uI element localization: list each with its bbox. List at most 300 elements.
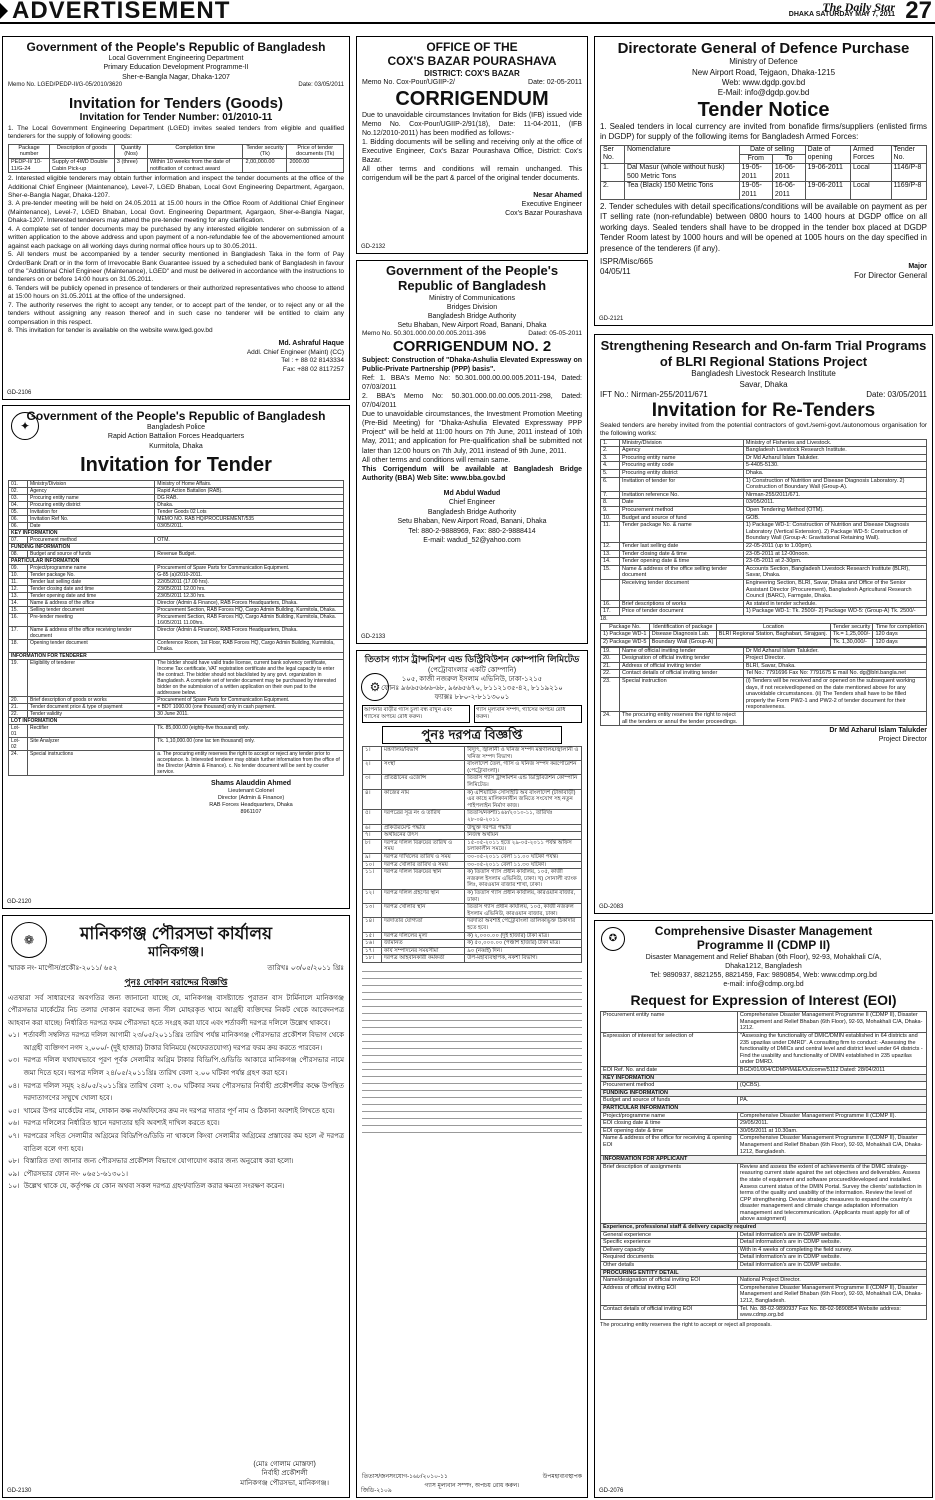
table-row	[363, 904, 582, 918]
table-cell: 6.	[601, 477, 620, 491]
table-cell: 24.	[9, 750, 28, 775]
table-cell: ১৮।	[363, 955, 382, 963]
table-cell: ১১।	[363, 869, 382, 890]
table-cell: 19.	[9, 659, 28, 696]
publication-date: DHAKA SATURDAY MAY 7, 2011	[788, 11, 895, 18]
lged-p3: 3. A pre-tender meeting will be held on 24.05.2011 at 15.00 hours in the Office Room of Additional Chief Engineer (Maintenance), Level-7, LGED Bhaban, Local Govt. Engineering Department, Agargaon, Sher-e-Bangla Nagar, Dhaka-1207. Interested tenderers may attend the pre-tender meeting for any clarification.	[8, 200, 344, 225]
table-cell: 11.	[601, 522, 620, 543]
table-row	[363, 947, 582, 955]
table-cell: 4.	[601, 462, 620, 470]
table-cell: Project/programme name	[601, 1112, 738, 1120]
table-cell: Tk. 85,000.00 (eighty-five thousand) only.	[155, 724, 344, 737]
table-cell: Tender closing date and time	[28, 585, 155, 592]
list-item	[8, 1169, 344, 1182]
table-cell: দরপত্র দলিল বিক্রয়ের তারিখ ও সময়	[382, 839, 465, 853]
table-cell: Ministry of Fisheries and Livestock.	[743, 439, 926, 447]
table-cell: 23.	[601, 677, 620, 711]
section-title: ADVERTISEMENT	[12, 0, 231, 24]
table-cell: MEMO NO. RAB HQ/PROCUREMENT/535	[155, 515, 344, 522]
manik-p0: এতদ্বারা সর্ব সাধারণের অবগতির জন্য জানানো যাচ্ছে যে, মানিকগঞ্জ বাসষ্ট্যান্ডে পুরাতন বাস টার্মিনালে মানিকগঞ্জ পৌরসভার মার্কেটের নিচ তলার দোকান বরাদ্দের জন্য সীল মোহরকৃত খামে আগ্রহী ব্যক্তিদের নিকট থেকে আবেদনপত্র আহবান করা যাচ্ছে। নির্ধারিত দরপত্র ফরম পৌরসভা হতে সংগ্রহ করা যাবে এবং শর্তাবলী দরপত্র দলিলে উল্লেখ থাকবে।	[8, 994, 344, 1027]
table-cell: Package number	[9, 144, 50, 158]
table-cell: Agency	[28, 487, 155, 494]
table-cell: Tender security (Tk)	[243, 144, 287, 158]
manik-title: মানিকগঞ্জ পৌরসভা কার্যালয়	[79, 924, 273, 943]
rab-table	[8, 480, 344, 776]
table-cell: BLRI Regional Station, Baghabari, Sirajganj.	[716, 631, 830, 639]
table-cell: তিতাস গ্যাস প্রধান কার্যালয়, ১০৫, কাজী নজরুল ইসলাম এভিনিউ, কারওয়ান বাজার, ঢাকা।	[465, 904, 582, 918]
table-row	[601, 1224, 927, 1232]
list-item	[8, 1081, 344, 1106]
titas-logo-icon: ⚙	[361, 673, 389, 701]
rab-addr: Kurmitola, Dhaka	[149, 442, 203, 450]
titas-slogan: গ্যাস মূল্যবান সম্পদ, অপচয় রোধ করুন।	[424, 1482, 520, 1489]
table-cell: Ministry/Division	[620, 439, 744, 447]
table-cell: General experience	[601, 1231, 738, 1239]
table-row	[9, 585, 344, 592]
table-cell: Lot-01	[9, 724, 28, 737]
bba-p1: Due to unavoidable circumstances, the Investment Promotion Meeting (Pre-Bid Meeting) for "Dhaka-Ashulia Elevated Expressway PPP Project" will be held at 11:00 hours on 7th June, 2011 instead of 10th May, 2011; and application for Pre-qualification shall be submitted not later than 12:00 hours on 7th July, 2011 instead of 9th June, 2011.	[362, 411, 582, 455]
bba-auth: Bangladesh Bridge Authority	[427, 313, 517, 321]
table-row	[601, 711, 927, 725]
table-cell: দরপত্রের সূত্র নং ও তারিখ	[382, 810, 465, 824]
table-cell: 2.	[601, 182, 625, 200]
list-item	[8, 1181, 344, 1194]
table-cell: 9.	[601, 507, 620, 515]
lged-addr: Sher-e-Bangla Nagar, Dhaka-1207	[122, 73, 230, 81]
table-row	[601, 1156, 927, 1164]
table-cell: ৯।	[363, 853, 382, 861]
list-item	[8, 1156, 344, 1169]
lged-p7: 7. The authority reserves the right to accept any tender, or to accept part of the tender, or to reject any or all the tenders without assigning any reason thereof and in such case no tenderer will be entitled to claim any compensation in this respect.	[8, 301, 344, 326]
table-cell: 14.	[601, 558, 620, 566]
table-cell: 5-4405-5130.	[743, 462, 926, 470]
table-cell: 19.	[601, 647, 620, 655]
table-row	[601, 1277, 927, 1285]
table-cell: Director (Admin & Finance), RAB Forces Headquarters, Dhaka.	[155, 599, 344, 606]
table-cell: Dhaka.	[155, 501, 344, 508]
titas-notes	[362, 705, 582, 723]
lged-signature: Md. Ashraful Haque Addl. Chief Engineer (Maint) (CC) Tel : + 88 02 8143334 Fax: +88 02 8117257	[246, 340, 344, 373]
lged-memo-row	[8, 82, 344, 90]
coxs-code: GD-2132	[361, 243, 386, 250]
table-row	[601, 1269, 927, 1277]
table-row	[9, 501, 344, 508]
table-row	[601, 477, 927, 491]
dgdp-title: Directorate General of Defence Purchase	[617, 40, 910, 57]
table-cell: Invitation reference No.	[620, 491, 744, 499]
table-cell: ১৫-০৫-২০১১ হতে ২৯-০৫-২০১১ পর্যন্ত অফিস চলাকালীন সময়ে।	[465, 839, 582, 853]
table-row	[601, 1033, 927, 1067]
lged-table	[8, 144, 344, 173]
lged-p6: 6. Tenders will be publicly opened in presence of tenderers or their authorized representatives who choose to attend at 15:00 hours on 31.05.2011 at the office of the undersigned.	[8, 284, 345, 301]
cdmp-email: e-mail: info@cdmp.org.bd	[723, 981, 804, 989]
table-cell: Site Analyzer	[28, 737, 155, 750]
cdmp-footer: The procuring entity reserves the right to accept or reject all proposals.	[600, 1321, 772, 1328]
table-row	[601, 1284, 927, 1305]
table-cell: 08.	[9, 550, 28, 557]
table-row	[601, 1012, 927, 1033]
table-cell: Invitation for	[28, 508, 155, 515]
table-cell: Tk. 1,30,000/-	[830, 639, 873, 647]
table-row	[601, 1239, 927, 1247]
table-cell: 01.	[9, 480, 28, 487]
table-cell: 2,00,000.00	[243, 158, 287, 172]
table-row	[601, 164, 927, 182]
bba-subject: Subject: Construction of "Dhaka-Ashulia Elevated Expressway on Public-Private Partnership (PPP) basis".	[362, 356, 582, 373]
table-cell: As stated in tender schedule.	[743, 600, 926, 608]
dgdp-ministry: Ministry of Defence	[729, 57, 798, 67]
table-cell: 1146/P-8	[891, 164, 926, 182]
list-item-text: উল্লেখ থাকে যে, কর্তৃপক্ষ যে কোন অথবা সকল দরপত্র গ্রহণ/বাতিল করার ক্ষমতা সংরক্ষণ করেন।	[23, 1183, 285, 1191]
table-cell: Invitation Ref No.	[28, 515, 155, 522]
table-cell: INFORMATION FOR APPLICANT	[601, 1156, 927, 1164]
ad-cdmp	[594, 920, 933, 1498]
table-cell: ৩।	[363, 775, 382, 789]
table-cell: KEY INFORMATION	[9, 529, 344, 536]
table-cell: 17.	[601, 608, 620, 616]
table-cell: Completion time	[147, 144, 243, 158]
table-cell: 16-06-2011	[772, 182, 805, 200]
coxs-title: CORRIGENDUM	[395, 87, 549, 110]
table-cell: ৯০ (নব্বই) দিন।	[465, 947, 582, 955]
header-marker-icon	[0, 3, 8, 19]
list-item-number: ১০।	[8, 1183, 20, 1191]
rab-signature: Shams Alauddin Ahmed Lieutenant Colonel Director (Admin & Finance) RAB Forces Headquarters, Dhaka 8961107	[209, 779, 293, 816]
cdmp-title: Comprehensive Disaster Management Programme II (CDMP II)	[654, 924, 873, 953]
list-item-number: ০৮।	[8, 1158, 20, 1166]
table-cell: তিতাস গ্যাস ট্রান্সমিশন এন্ড ডিস্ট্রিবিউশন কোম্পানি লিমিটেড।	[465, 775, 582, 789]
list-item-text: দরপত্র দলিলের নির্ধারিত স্থানে দরদাতার ছবি অবশ্যই দাখিল করতে হবে।	[23, 1120, 220, 1128]
rab-gov: Government of the People's Republic of Bangladesh	[26, 409, 326, 423]
table-row	[601, 655, 927, 663]
table-cell: নিজস্ব অর্থায়ন	[465, 832, 582, 840]
table-cell: Within 10 weeks from the date of notification of contract award	[147, 158, 243, 172]
table-cell: KEY INFORMATION	[601, 1074, 927, 1082]
table-row	[363, 775, 582, 789]
coxs-name: COX'S BAZAR POURASHAVA	[387, 54, 557, 69]
cdmp-tel: Tel: 9890937, 8821255, 8821459, Fax: 9890854, Web: www.cdmp.org.bd	[650, 971, 877, 979]
table-cell: 06.	[9, 522, 28, 529]
table-row	[601, 558, 927, 566]
table-header-row	[601, 623, 927, 631]
list-item	[8, 1030, 344, 1055]
table-cell: Boundary Wall (Group-A)	[649, 639, 716, 647]
table-cell: Designation of official inviting tender	[620, 655, 744, 663]
table-row	[601, 499, 927, 507]
table-cell: Open Tendering Method (OTM).	[743, 507, 926, 515]
table-row	[9, 717, 344, 724]
table-row	[363, 889, 582, 903]
table-cell: ১।	[363, 747, 382, 761]
table-row	[9, 522, 344, 529]
manik-items	[8, 1030, 344, 1194]
coxs-district: DISTRICT: COX'S BAZAR	[424, 68, 520, 78]
table-cell: 10.	[601, 514, 620, 522]
table-cell: 13.	[601, 550, 620, 558]
table-cell: 120 days	[873, 631, 927, 639]
table-cell: 09.	[9, 564, 28, 571]
table-cell: Tender validity	[28, 710, 155, 717]
table-cell: Contact details of official inviting tender	[620, 670, 744, 678]
table-cell: 19-05-2011	[739, 182, 772, 200]
dgdp-addr: New Airport Road, Tejgaon, Dhaka-1215	[691, 67, 836, 77]
table-row	[601, 462, 927, 470]
coxs-signature: Nesar Ahamed Executive Engineer Cox's Bazar Pourashava	[505, 192, 582, 218]
table-row	[9, 480, 344, 487]
table-cell: Name & address of the office	[28, 599, 155, 606]
table-cell: 19-06-2011	[805, 164, 850, 182]
blri-code: GD-2083	[599, 903, 624, 910]
table-cell: 19-06-2011	[805, 182, 850, 200]
manik-signature: (মোঃ গোলাম মোস্তফা) নির্বাহী প্রকৌশলী মানিকগঞ্জ পৌরসভা, মানিকগঞ্জ।	[240, 1460, 329, 1488]
manik-memo-row: স্মারক নং- মাপৌস/প্রকৌঃ-২০১১/ ৬৫২ তারিখঃ ০৩/০৫/২০১১ খ্রিঃ	[8, 964, 344, 972]
table-cell: বিদ্যুৎ, জ্বালানী ও খনিজ সম্পদ মন্ত্রণালয়/জ্বালানী ও খনিজ সম্পদ বিভাগ।	[465, 747, 582, 761]
table-row	[601, 507, 927, 515]
table-cell: Director (Admin & Finance), RAB Forces Headquarters, Dhaka.	[155, 626, 344, 639]
table-cell: 18.	[9, 639, 28, 652]
table-cell: The bidder should have valid trade license, current bank solvency certificate, Income Tax certificate, VAT registration certificate and the legal capacity to enter the contract. The bidder should not blacklisted by any govt. organization in Bangladesh. A complete set of tender document may be purchased by interested bidder on the submission of a written application on their own pad to the addressee below.	[155, 659, 344, 696]
table-row	[601, 639, 927, 647]
blri-p1: Sealed tenders are hereby invited from the potential contractors of govt./semi-govt./autonomous organisation for the following works:	[600, 421, 927, 438]
list-item-text: দরপত্রের সহিত সেলামীর অগ্রিমের বিডি/পিও/ডিডি না থাকলে কিংবা সেলামীর অগ্রিমের প্রস্তাবের কম হলে ঐ দরপত্র বাতিল বলে গণ্য হবে।	[23, 1133, 344, 1153]
table-cell: PARTICULAR INFORMATION	[9, 557, 344, 564]
list-item-text: খামের উপর মার্কেটের নাম, দোকান কক্ষ নং/অফিসের ক্রম নং দরপত্র দাতার পূর্ণ নাম ও ঠিকানা অবশ্যই লিখতে হবে।	[23, 1107, 335, 1115]
table-cell: Dr Md Azharul Islam Talukder.	[743, 454, 926, 462]
ad-bba	[356, 260, 588, 644]
table-cell: Project Director.	[743, 655, 926, 663]
table-row	[363, 918, 582, 932]
table-row	[601, 579, 927, 600]
table-cell: কার্য সম্পাদনের সময়সীমা	[382, 947, 465, 955]
table-cell: 12.	[601, 543, 620, 551]
table-cell: ৩০-০৫-২০১১ বেলা ১১.৩০ ঘটিকা।	[465, 861, 582, 869]
table-cell: Dr Md Azharul Islam Talukder.	[743, 647, 926, 655]
table-cell: ৪।	[363, 789, 382, 810]
titas-note-1: আপনার বাড়ীর গ্যাস চুলা বন্ধ রাখুন এবং গ্যাসের অপচয় রোধ করুন।	[362, 705, 470, 723]
table-cell: Tender last selling date	[620, 543, 744, 551]
table-cell: (i) Tenders will be received and or opened on the subsequent working days, if not received/opened on the date mentioned above for any unavoidable circumstances. (ii) The Tenders shall have to be filled properly the Form PW2-1 and PW2-2 of tender document for their responsiveness.	[743, 677, 926, 711]
dgdp-web: Web: www.dgdp.gov.bd	[721, 78, 806, 88]
table-cell: 23-05-2011 at 2-30pm.	[743, 558, 926, 566]
table-cell: Budget and source of fund	[620, 514, 744, 522]
table-cell: Local	[850, 182, 891, 200]
table-row	[9, 529, 344, 536]
list-item-number: ০১।	[8, 1032, 20, 1040]
cdmp-addr1: Disaster Management and Relief Bhaban (6th Floor), 92-93, Mohakhali C/A,	[645, 953, 882, 961]
table-cell: ক) ৫০,০০০.০০ (পঞ্চাশ হাজার) টাকা মাত্র।	[465, 940, 582, 948]
table-cell: 03/05/2011.	[155, 522, 344, 529]
table-cell: মন্ত্রণালয়/বিভাগ	[382, 747, 465, 761]
manik-code: GD-2130	[7, 1487, 32, 1494]
table-cell: দরপত্র দলিল গ্রহণের স্থান	[382, 889, 465, 903]
table-row	[601, 550, 927, 558]
table-cell: 22-05-2011 (up to 1.00pm).	[743, 543, 926, 551]
table-cell: Brief description of goods or works	[28, 696, 155, 703]
table-row	[9, 578, 344, 585]
table-row	[9, 750, 344, 775]
titas-text-filler	[362, 967, 582, 1133]
lged-p5: 5. All tenders must be accompanied by a tender security mentioned in Bangladesh Taka in the form of Pay Order/Bank Draft or in the form of Irrevocable Bank Guarantee issued by a scheduled bank of Bangladesh in favour of the "Additional Chief Engineer (Maintenance), LGED" and must be delivered in accordance with the instructions to tenderers on or before 14:00 hours on 31.05.2011.	[8, 251, 345, 284]
titas-table	[362, 746, 582, 963]
table-cell: 23/05/2011 12.30 hrs.	[155, 592, 344, 599]
table-cell: Special instruction	[620, 677, 744, 711]
table-cell: 22.	[9, 710, 28, 717]
table-row	[9, 487, 344, 494]
table-row	[601, 514, 927, 522]
cdmp-emblem-icon: ✪	[601, 927, 625, 951]
table-cell: ২।	[363, 761, 382, 775]
table-cell: Supply of 4WD Double Cabin Pick-up	[50, 158, 115, 172]
table-cell: ১০।	[363, 861, 382, 869]
table-cell: 14.	[9, 599, 28, 606]
table-row	[9, 592, 344, 599]
table-row	[601, 670, 927, 678]
table-cell: 02.	[9, 487, 28, 494]
table-row	[601, 1305, 927, 1319]
table-row	[9, 494, 344, 501]
table-row	[9, 737, 344, 750]
table-cell: Procurement method	[620, 507, 744, 515]
list-item-number: ০৯।	[8, 1170, 20, 1178]
dgdp-email: E-Mail: info@dgdp.gov.bd	[717, 88, 810, 98]
table-row	[9, 599, 344, 606]
table-cell: 20.	[601, 655, 620, 663]
table-cell: Description of goods	[50, 144, 115, 158]
list-item-number: ০৭।	[8, 1133, 20, 1141]
page-number: 27	[905, 0, 932, 24]
lged-title: Invitation for Tenders (Goods)	[69, 95, 283, 113]
table-cell: সংস্থা	[382, 761, 465, 775]
table-row	[601, 1082, 927, 1090]
blri-addr: Savar, Dhaka	[739, 379, 788, 389]
table-row	[601, 1074, 927, 1082]
table-cell: Tender security	[830, 623, 873, 631]
table-cell: 04.	[9, 501, 28, 508]
list-item	[8, 1118, 344, 1131]
table-cell: Procurement entity name	[601, 1012, 738, 1033]
table-row	[363, 861, 582, 869]
rab-code: GD-2120	[7, 898, 32, 905]
cdmp-table	[600, 1011, 927, 1320]
table-cell: দরপত্র দলিলের মূল্য	[382, 932, 465, 940]
table-cell: Procurement of Spare Parts for Communication Equipment.	[155, 564, 344, 571]
table-cell: প্রতিষ্ঠানের এজেন্সি	[382, 775, 465, 789]
table-row	[9, 536, 344, 543]
table-row	[601, 543, 927, 551]
table-row	[363, 789, 582, 810]
table-cell: Date	[620, 499, 744, 507]
table-cell: 10.	[9, 571, 28, 578]
list-item-text: দরপত্র দলিল সমূহ ২৪/০৫/২০১১খ্রিঃ তারিখ বেলা ২.৩০ ঘটিকার সময় পৌরসভার নির্বাহী প্রকৌশলীর কক্ষে উপস্থিত দরদাতাগণের সম্মুখে খোলা হবে।	[23, 1082, 344, 1103]
table-cell	[743, 711, 926, 725]
table-cell: উপ-মহাব্যবস্থাপক, নকশা বিভাগ।	[465, 955, 582, 963]
table-cell: Special instructions	[28, 750, 155, 775]
table-cell: PROCURING ENTITY DETAIL	[601, 1269, 927, 1277]
table-row	[9, 652, 344, 659]
rab-police: Bangladesh Police	[147, 424, 205, 432]
table-cell: 13.	[9, 592, 28, 599]
table-row	[9, 557, 344, 564]
cdmp-heading: Request for Expression of Interest (EOI)	[630, 992, 897, 1009]
table-cell: ক) তিতাস গ্যাস প্রধান কার্যালয়, ১০৫, কাজী নজরুল ইসলাম এভিনিউ, ঢাকা। খ) সোনালী ব্যাংক লিঃ, কারওয়ান বাজার শাখা, ঢাকা।	[465, 869, 582, 890]
table-cell: 21.	[9, 703, 28, 710]
table-cell: Budget and source of funds	[601, 1097, 738, 1105]
table-row	[601, 600, 927, 608]
table-cell: Specific experience	[601, 1239, 738, 1247]
table-cell: Experience, professional staff & delivery capacity required	[601, 1224, 927, 1232]
table-row	[9, 571, 344, 578]
publication-name: The Daily Star	[822, 0, 895, 14]
table-row	[601, 470, 927, 478]
table-cell: 1) Package WD-1	[601, 631, 650, 639]
table-cell: Receiving tender document	[620, 579, 744, 600]
table-cell: Brief descriptions of works	[620, 600, 744, 608]
table-cell: Opening tender document	[28, 639, 155, 652]
dgdp-notice: Tender Notice	[697, 98, 830, 121]
lged-p4: 4. A complete set of tender documents may be purchased by any interested eligible tenderer on submission of a written application to the above address and upon payment of a non-refundable fee of the abovementioned amount against each package on all working days during normal office hours up to 30.05.2011.	[8, 225, 344, 250]
table-row	[363, 853, 582, 861]
table-cell: Detail information's are in CDMP website.	[737, 1262, 926, 1270]
table-cell: FUNDING INFORMATION	[601, 1089, 927, 1097]
table-cell: Ministry of Home Affairs.	[155, 480, 344, 487]
table-cell: Price of tender document	[620, 608, 744, 616]
titas-footer: তিতাস/জনসংযোগ-১৬৮/২০১০-১১ উপমহাব্যবস্থাপক	[362, 1473, 582, 1480]
table-cell: Package No.	[601, 623, 650, 631]
table-cell: কাজের নাম	[382, 789, 465, 810]
table-cell: Rapid Action Battalion (RAB).	[155, 487, 344, 494]
list-item-number: ০৩।	[8, 1057, 20, 1065]
manik-heading: পুনঃ দোকান বরাদ্দের বিজ্ঞপ্তি	[124, 977, 228, 988]
coxs-p3: All other terms and conditions will remain unchanged. This corrigendum will be the part & parcel of the original tender documents.	[362, 166, 582, 183]
table-row	[601, 1097, 927, 1105]
table-cell: ৭।	[363, 832, 382, 840]
table-row	[9, 710, 344, 717]
table-row	[9, 564, 344, 571]
table-cell: GOB.	[743, 514, 926, 522]
table-cell: প্রকিউরমেন্ট পদ্ধতি	[382, 824, 465, 832]
table-cell: OTM.	[155, 536, 344, 543]
table-row	[601, 454, 927, 462]
table-cell: 16-06-2011	[772, 164, 805, 182]
list-item	[8, 1106, 344, 1119]
table-cell: FUNDING INFORMATION	[9, 543, 344, 550]
table-cell: ১৩।	[363, 904, 382, 918]
titas-phone: ফোনঃ ৯৬৬৫৬৬৬-৬৮, ৯৬৬৫৬৭০, ৮১১২১৩৫-৪২, ৮১১৯২১০	[381, 684, 563, 692]
table-cell: ক) এশিয়াটিক সোসাইটি অব বাংলাদেশ (টাঙ্গাবাড়ী) এর কাছে মালিকানাধীন জমিতে সংযোগ সহ নতুন পাইপলাইন নির্মাণ কাজ।	[465, 789, 582, 810]
table-row	[9, 724, 344, 737]
blri-pkg-label: 18.	[600, 615, 608, 622]
bba-p2: All other terms and conditions will remain same.	[362, 456, 511, 464]
table-row	[363, 824, 582, 832]
table-cell: Tender last selling date	[28, 578, 155, 585]
table-cell: Tk.= 1,25,000/-	[830, 631, 873, 639]
table-cell: Address of official inviting EOI	[601, 1284, 738, 1305]
table-row	[601, 1163, 927, 1223]
table-cell: Agency	[620, 447, 744, 455]
table-cell: Nirman-255/2011/671.	[743, 491, 926, 499]
lged-memo: Memo No. LGED/PEDP-II/G-05/2010/3620	[8, 81, 123, 88]
table-cell: PEDP-II/ 10-11/G-24	[9, 158, 50, 172]
table-cell: EOI Ref. No. and date	[601, 1067, 738, 1075]
table-cell: 23-05-2011 at 12-00noon.	[743, 550, 926, 558]
table-cell: Invitation of tender for	[620, 477, 744, 491]
table-cell: ক) ২,০০০.০০ (দুই হাজার) টাকা মাত্র।	[465, 932, 582, 940]
table-row	[601, 1135, 927, 1156]
table-cell: 1.	[601, 164, 625, 182]
table-cell: Location	[716, 623, 830, 631]
table-cell: Local	[850, 164, 891, 182]
table-cell: Comprehensive Disaster Management Programme II (CDMP II), Disaster Management and Relief Bhaban (6th Floor), 92-93, Mohakhali C/A, Dhaka-1212, Bangladesh.	[737, 1135, 926, 1156]
